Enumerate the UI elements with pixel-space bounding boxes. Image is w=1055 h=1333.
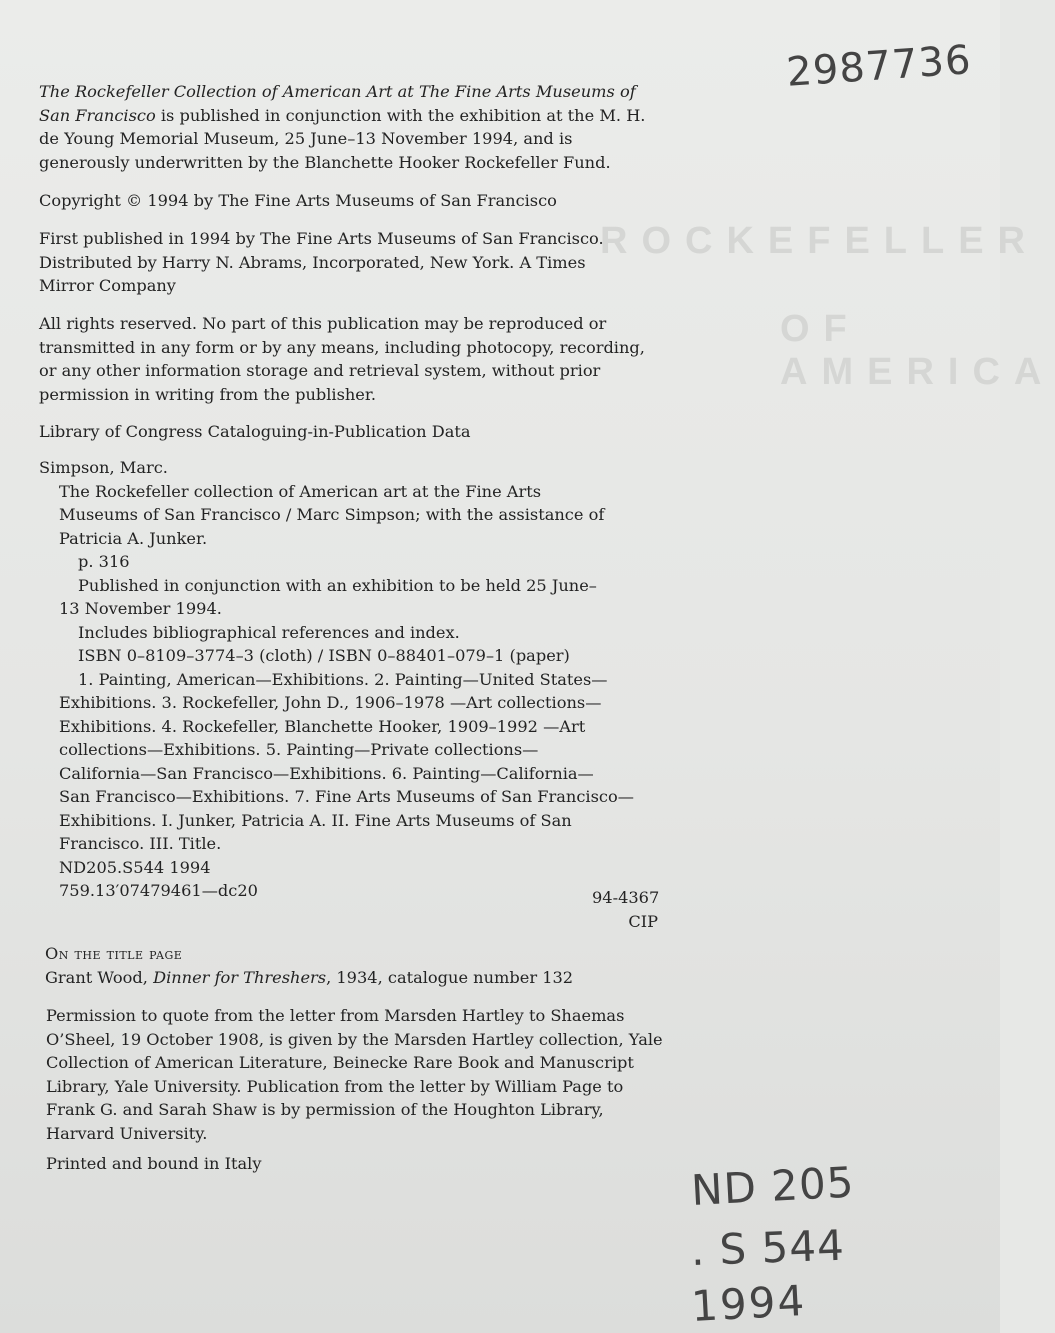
handwritten-call-number: 1994 [690, 1275, 808, 1331]
cip-line: San Francisco—Exhibitions. 7. Fine Arts Museums of San Francisco— [59, 787, 634, 806]
cip-line: Published in conjunction with an exhibition to be held 25 June– [78, 575, 597, 595]
permission-line: Library, Yale University. Publication from the letter by William Page to [46, 1076, 624, 1096]
cip-line: 13 November 1994. [59, 599, 222, 618]
cip-line: California—San Francisco—Exhibitions. 6. Painting—California— [59, 763, 594, 783]
intro-text: is published in conjunction with the exhibition at the M. H. [155, 105, 646, 125]
cip-line: Patricia A. Junker. [59, 528, 208, 548]
permission-line: Permission to quote from the letter from Marsden Hartley to Shaemas [46, 1006, 625, 1025]
handwritten-accession-number: 2987736 [785, 37, 973, 96]
show-through-text: ROCKEFELLER [600, 220, 1039, 262]
cip-label: CIP [628, 911, 658, 931]
intro-text: generously underwritten by the Blanchette Hooker Rockefeller Fund. [39, 152, 611, 172]
permission-line: Frank G. and Sarah Shaw is by permission of the Houghton Library, [46, 1100, 604, 1119]
cip-line: collections—Exhibitions. 5. Painting—Private collections— [59, 740, 539, 759]
first-published-line: Distributed by Harry N. Abrams, Incorporated, New York. A Times [39, 252, 586, 272]
cip-line: Exhibitions. 3. Rockefeller, John D., 1906–1978 —Art collections— [59, 693, 602, 712]
book-title-cont: San Francisco [39, 105, 156, 125]
rights-statement [39, 312, 645, 406]
first-published-statement [39, 227, 604, 298]
cip-line: ND205.S544 1994 [59, 857, 211, 877]
printing-note: Printed and bound in Italy [46, 1154, 262, 1173]
rights-line: permission in writing from the publisher. [39, 384, 376, 404]
cip-line: Includes bibliographical references and index. [78, 622, 460, 642]
artwork-title: Dinner for Threshers [153, 967, 327, 987]
permission-line: O’Sheel, 19 October 1908, is given by the Marsden Hartley collection, Yale [46, 1029, 663, 1049]
cip-record [39, 456, 634, 903]
cip-line: 759.13′07479461—dc20 [59, 881, 258, 900]
book-title: The Rockefeller Collection of American Art at The Fine Arts Museums of [39, 82, 636, 101]
lccn: 94-4367 [592, 888, 660, 907]
intro-text: de Young Memorial Museum, 25 June–13 November 1994, and is [39, 129, 573, 148]
cip-line: p. 316 [78, 552, 130, 571]
copyright-notice: Copyright © 1994 by The Fine Arts Museums of San Francisco [39, 191, 557, 210]
permission-line: Collection of American Literature, Beinecke Rare Book and Manuscript [46, 1053, 634, 1072]
first-published-line: Mirror Company [39, 276, 176, 295]
cip-line: 1. Painting, American—Exhibitions. 2. Painting—United States— [78, 669, 608, 689]
publication-statement [39, 80, 645, 174]
permission-statement [46, 1004, 663, 1145]
cip-line: The Rockefeller collection of American art at the Fine Arts [59, 481, 542, 501]
artwork-details: , 1934, catalogue number 132 [326, 967, 574, 987]
rights-line: or any other information storage and retrieval system, without prior [39, 361, 601, 380]
loc-heading: Library of Congress Cataloguing-in-Publication Data [39, 422, 471, 441]
rights-line: transmitted in any form or by any means, including photocopy, recording, [39, 337, 645, 357]
title-page-heading: On the title page [45, 944, 183, 963]
handwritten-call-number: . S 544 [690, 1220, 846, 1275]
cip-line: Exhibitions. I. Junker, Patricia A. II. Fine Arts Museums of San [59, 810, 572, 830]
show-through-text: OF AMERICA [780, 308, 1055, 393]
cip-number-block [592, 886, 658, 933]
cip-line: Exhibitions. 4. Rockefeller, Blanchette Hooker, 1909–1992 —Art [59, 716, 586, 736]
cip-line: ISBN 0–8109–3774–3 (cloth) / ISBN 0–88401–079–1 (paper) [78, 646, 570, 665]
cip-author: Simpson, Marc. [39, 458, 168, 477]
permission-line: Harvard University. [46, 1123, 208, 1143]
artist-name: Grant Wood, [45, 967, 154, 987]
title-page-credit [45, 942, 573, 989]
cip-line: Museums of San Francisco / Marc Simpson; with the assistance of [59, 505, 605, 524]
rights-line: All rights reserved. No part of this publication may be reproduced or [39, 314, 607, 333]
first-published-line: First published in 1994 by The Fine Arts Museums of San Francisco. [39, 229, 604, 248]
cip-line: Francisco. III. Title. [59, 834, 222, 853]
handwritten-call-number: ND 205 [690, 1157, 856, 1215]
